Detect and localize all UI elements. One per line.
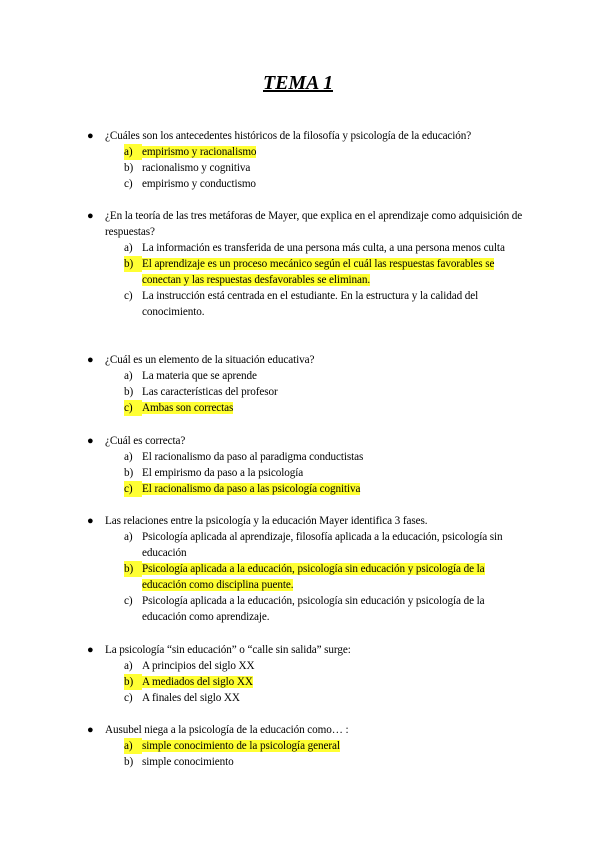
option-letter: b) [124,256,142,272]
option-letter: a) [124,451,133,463]
option-text-highlighted: Ambas son correctas [142,402,234,414]
answer-option [0,368,596,384]
question-text: ¿En la teoría de las tres metáforas de Mayer, que explica en el aprendizaje como adquisición de respuestas? [105,210,523,238]
option-text: Las características del profesor [142,386,278,398]
option-letter: a) [124,242,133,254]
option-letter: b) [124,162,134,174]
option-letter: a) [124,144,142,160]
option-letter: c) [124,481,142,497]
answer-option [0,288,596,320]
option-text: El racionalismo da paso al paradigma conductistas [142,451,364,463]
answer-option [0,400,596,416]
question-item [0,208,596,320]
option-text: empirismo y conductismo [142,178,256,190]
question-text: ¿Cuál es un elemento de la situación educativa? [105,354,315,366]
answer-option [0,738,596,754]
bullet-icon: ● [87,210,94,222]
question-text: La psicología “sin educación” o “calle sin salida” surge: [105,644,351,656]
answer-option [0,481,596,497]
answer-option [0,658,596,674]
option-letter: a) [124,738,142,754]
bullet-icon: ● [87,130,94,142]
page-title: TEMA 1 [263,72,333,94]
answer-option [0,160,596,176]
option-text: A finales del siglo XX [142,692,240,704]
option-letter: b) [124,561,142,577]
option-letter: c) [124,178,133,190]
answer-option [0,674,596,690]
answer-option [0,176,596,192]
option-letter: b) [124,756,134,768]
option-letter: c) [124,400,142,416]
answer-option [0,256,596,288]
answer-option [0,593,596,625]
question-text: ¿Cuáles son los antecedentes históricos de la filosofía y psicología de la educación? [105,130,472,142]
answer-option [0,561,596,593]
option-text: simple conocimiento [142,756,234,768]
option-letter: a) [124,660,133,672]
question-text: Ausubel niega a la psicología de la educación como… : [105,724,349,736]
option-text: racionalismo y cognitiva [142,162,251,174]
answer-option [0,690,596,706]
answer-option [0,449,596,465]
option-letter: a) [124,370,133,382]
option-text-highlighted: simple conocimiento de la psicología general [142,740,340,752]
option-text: La instrucción está centrada en el estudiante. En la estructura y la calidad del conocimiento. [142,290,479,318]
option-text: A principios del siglo XX [142,660,255,672]
question-item [0,642,596,706]
option-text-highlighted: El aprendizaje es un proceso mecánico según el cuál las respuestas favorables se conectan y las respuestas desfavorables se eliminan. [142,258,495,286]
question-item [0,352,596,416]
option-text-highlighted: empirismo y racionalismo [142,146,257,158]
option-letter: a) [124,531,133,543]
option-letter: b) [124,674,142,690]
answer-option [0,529,596,561]
option-text: La materia que se aprende [142,370,257,382]
question-text: ¿Cuál es correcta? [105,435,186,447]
option-text-highlighted: Psicología aplicada a la educación, psicología sin educación y psicología de la educación como disciplina puente. [142,563,485,591]
question-item [0,722,596,770]
option-letter: c) [124,595,133,607]
option-text-highlighted: A mediados del siglo XX [142,676,253,688]
option-text: Psicología aplicada a la educación, psicología sin educación y psicología de la educación como aprendizaje. [142,595,485,623]
option-letter: b) [124,467,134,479]
question-text: Las relaciones entre la psicología y la educación Mayer identifica 3 fases. [105,515,428,527]
answer-option [0,144,596,160]
bullet-icon: ● [87,354,94,366]
question-item [0,433,596,497]
bullet-icon: ● [87,515,94,527]
option-letter: c) [124,692,133,704]
bullet-icon: ● [87,644,94,656]
question-item [0,128,596,192]
answer-option [0,240,596,256]
option-text: El empirismo da paso a la psicología [142,467,304,479]
option-letter: c) [124,290,133,302]
option-text: La información es transferida de una persona más culta, a una persona menos culta [142,242,505,254]
question-item [0,513,596,625]
answer-option [0,754,596,770]
option-text-highlighted: El racionalismo da paso a las psicología cognitiva [142,483,361,495]
answer-option [0,465,596,481]
bullet-icon: ● [87,724,94,736]
option-letter: b) [124,386,134,398]
answer-option [0,384,596,400]
option-text: Psicología aplicada al aprendizaje, filosofía aplicada a la educación, psicología sin educación [142,531,503,559]
bullet-icon: ● [87,435,94,447]
